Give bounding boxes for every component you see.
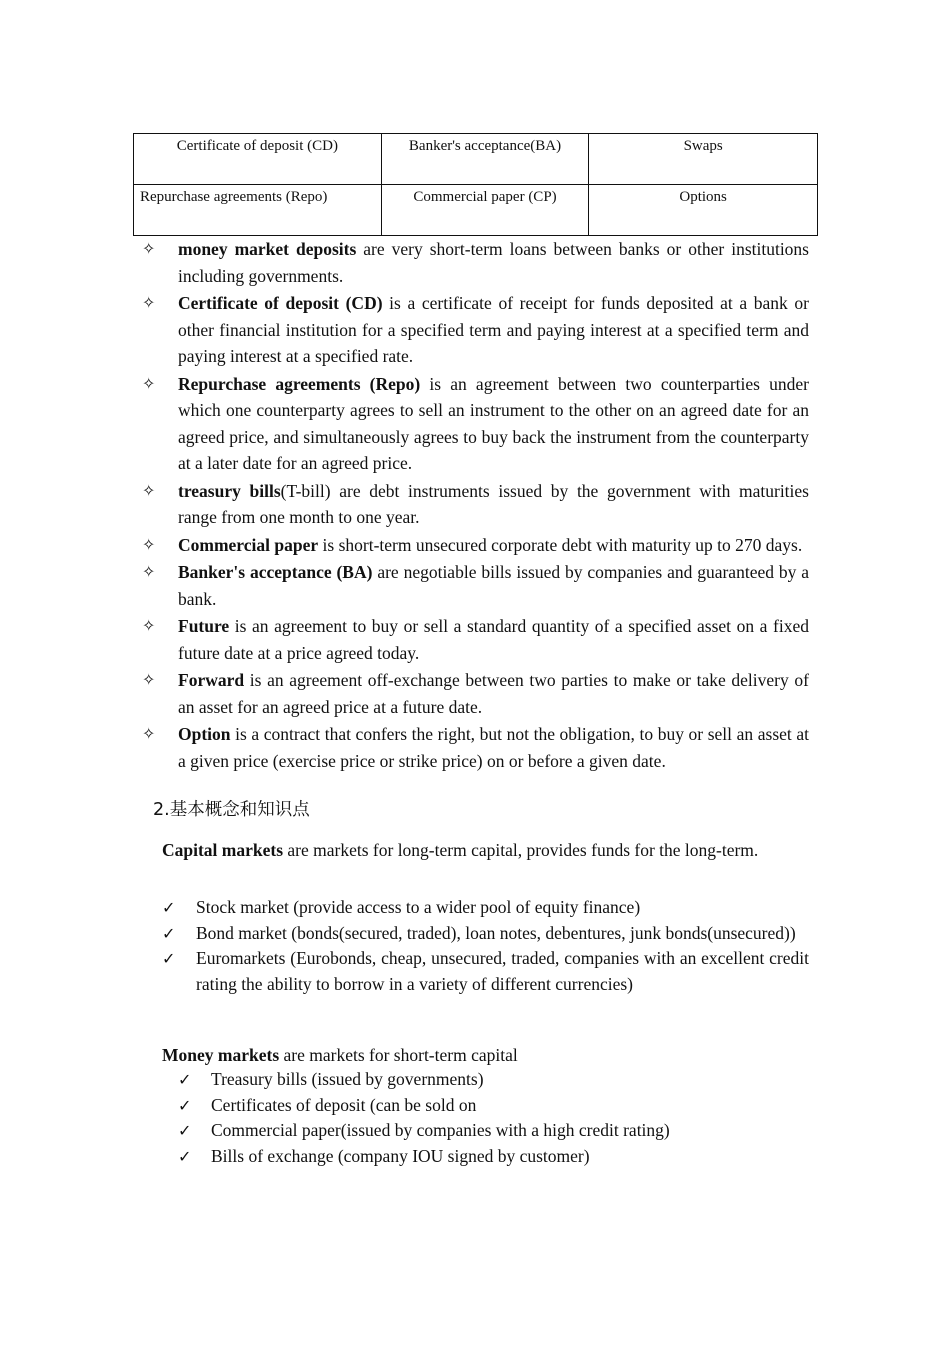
list-item-text: Treasury bills (issued by governments): [211, 1069, 484, 1089]
list-item-text: Bills of exchange (company IOU signed by customer): [211, 1145, 590, 1166]
money-markets-text: are markets for short-term capital: [279, 1045, 518, 1065]
list-item-text: Commercial paper(issued by companies with a high credit rating): [211, 1120, 670, 1140]
money-markets-list: [178, 1067, 818, 1169]
definition-text: are negotiable bills issued by companies and guaranteed by a bank.: [178, 562, 809, 609]
instruments-table: [133, 133, 818, 236]
definition-text: is an agreement to buy or sell a standard quantity of a specified asset on a fixed future date at a price agreed today.: [178, 616, 809, 663]
checkmark-icon: ✓: [178, 1070, 192, 1089]
checkmark-icon: ✓: [178, 1146, 192, 1166]
definition-term: Banker's acceptance (BA): [178, 562, 373, 582]
checkmark-icon: ✓: [178, 1121, 192, 1140]
definition-term: Repurchase agreements (Repo): [178, 373, 421, 394]
table-cell: Banker's acceptance(BA): [381, 134, 589, 185]
capital-markets-list: [162, 895, 809, 997]
list-item: [178, 1067, 818, 1093]
table-cell: Repurchase agreements (Repo): [134, 185, 382, 236]
table-cell: Commercial paper (CP): [381, 185, 589, 236]
definition-item: [142, 371, 809, 477]
table-cell: Options: [589, 185, 818, 236]
diamond-outline-icon: ✧: [142, 373, 156, 393]
definition-item: [142, 667, 809, 720]
checkmark-icon: ✓: [162, 949, 176, 968]
list-item: [178, 1118, 818, 1144]
definition-term: treasury bills: [178, 480, 281, 501]
list-item-text: Certificates of deposit (can be sold on: [211, 1094, 477, 1115]
capital-markets-paragraph: [142, 837, 809, 863]
diamond-outline-icon: ✧: [142, 724, 156, 743]
checkmark-icon: ✓: [162, 898, 176, 917]
list-item-text: Stock market (provide access to a wider pool of equity finance): [196, 897, 641, 917]
money-markets-paragraph: [162, 1042, 812, 1068]
list-item-text: Bond market (bonds(secured, traded), loan notes, debentures, junk bonds(unsecured)): [196, 922, 796, 943]
capital-markets-term: Capital markets: [162, 840, 284, 860]
table-row: [134, 134, 818, 185]
definition-item: [142, 613, 809, 666]
definition-item: [142, 290, 809, 370]
list-item: [162, 921, 809, 947]
definition-text: is a certificate of receipt for funds deposited at a bank or other financial institution for a specified term and paying interest at a specified term and paying interest at a specified rate.: [178, 293, 809, 366]
definition-term: Option: [178, 724, 231, 744]
diamond-outline-icon: ✧: [142, 293, 156, 312]
definition-item: [142, 236, 809, 289]
diamond-outline-icon: ✧: [142, 534, 156, 554]
definition-text: is short-term unsecured corporate debt with maturity up to 270 days.: [318, 534, 803, 555]
diamond-outline-icon: ✧: [142, 480, 156, 500]
definition-text: (T-bill) are debt instruments issued by the government with maturities range from one month to one year.: [178, 480, 809, 527]
definition-item: [142, 721, 809, 774]
definition-text: is a contract that confers the right, but not the obligation, to buy or sell an asset at a given price (exercise price or strike price) on or before a given date.: [178, 724, 809, 771]
definition-text: are very short-term loans between banks or other institutions including governments.: [178, 239, 809, 286]
capital-markets-text: are markets for long-term capital, provides funds for the long-term.: [283, 840, 759, 860]
definition-term: money market deposits: [178, 239, 357, 259]
list-item: [162, 895, 809, 921]
definition-term: Future: [178, 616, 230, 636]
section-heading: 2.基本概念和知识点: [153, 800, 310, 820]
definition-text: is an agreement between two counterparties under which one counterparty agrees to sell an instrument to the other on an agreed date for an agreed price, and simultaneously agrees to buy back the instrument from the counterparty at a later date for an agreed price.: [178, 373, 809, 473]
checkmark-icon: ✓: [178, 1095, 192, 1115]
table-row: [134, 185, 818, 236]
list-item: [178, 1144, 818, 1170]
definition-item: [142, 478, 809, 531]
table-cell: Certificate of deposit (CD): [134, 134, 382, 185]
diamond-outline-icon: ✧: [142, 616, 156, 635]
diamond-outline-icon: ✧: [142, 670, 156, 689]
list-item-text: Euromarkets (Eurobonds, cheap, unsecured, traded, companies with an excellent credit rating the ability to borrow in a variety of different currencies): [196, 948, 809, 994]
definition-item: [142, 559, 809, 612]
table-cell: Swaps: [589, 134, 818, 185]
list-item: [178, 1093, 818, 1119]
checkmark-icon: ✓: [162, 923, 176, 943]
list-item: [162, 946, 809, 997]
definitions-list: [142, 236, 809, 775]
definition-item: [142, 532, 809, 559]
diamond-outline-icon: ✧: [142, 239, 156, 258]
diamond-outline-icon: ✧: [142, 562, 156, 581]
money-markets-term: Money markets: [162, 1045, 280, 1065]
definition-term: Forward: [178, 670, 245, 690]
definition-text: is an agreement off-exchange between two parties to make or take delivery of an asset for an agreed price at a future date.: [178, 670, 809, 717]
definition-term: Commercial paper: [178, 534, 319, 555]
definition-term: Certificate of deposit (CD): [178, 293, 383, 313]
